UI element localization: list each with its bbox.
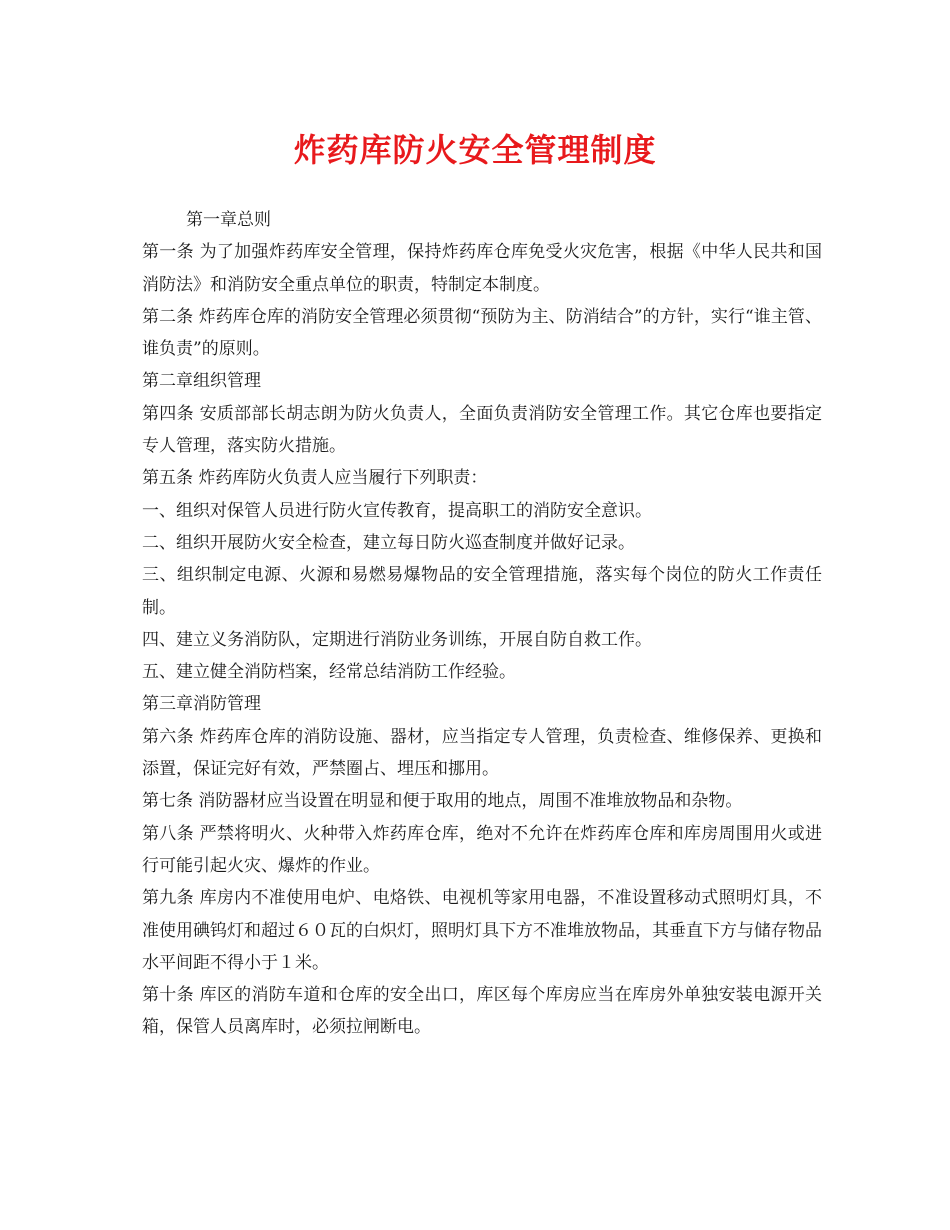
article-paragraph: 第二条 炸药库仓库的消防安全管理必须贯彻“预防为主、防消结合”的方针，实行“谁主管、谁负责”的原则。 <box>142 306 822 360</box>
list-item: 二、组织开展防火安全检查，建立每日防火巡查制度并做好记录。 <box>142 532 635 553</box>
chapter-heading: 第二章组织管理 <box>142 371 261 392</box>
article-paragraph: 第七条 消防器材应当设置在明显和便于取用的地点，周围不准堆放物品和杂物。 <box>142 791 743 812</box>
chapter-heading: 第三章消防管理 <box>142 694 261 715</box>
list-item: 一、组织对保管人员进行防火宣传教育，提高职工的消防安全意识。 <box>142 500 652 521</box>
chapter-heading: 第一章总则 <box>186 210 271 230</box>
article-paragraph: 第六条 炸药库仓库的消防设施、器材，应当指定专人管理，负责检查、维修保养、更换和添置，保证完好有效，严禁圈占、埋压和挪用。 <box>142 726 822 780</box>
document-title: 炸药库防火安全管理制度 <box>293 131 657 169</box>
list-item: 四、建立义务消防队，定期进行消防业务训练，开展自防自救工作。 <box>142 629 652 650</box>
article-paragraph: 第五条 炸药库防火负责人应当履行下列职责： <box>142 468 488 489</box>
article-paragraph: 第九条 库房内不准使用电炉、电烙铁、电视机等家用电器，不准设置移动式照明灯具，不准使用碘钨灯和超过６０瓦的白炽灯，照明灯具下方不准堆放物品，其垂直下方与储存物品水平间距不得小于１米。 <box>142 888 822 973</box>
list-item: 三、组织制定电源、火源和易燃易爆物品的安全管理措施，落实每个岗位的防火工作责任制。 <box>142 565 822 618</box>
article-paragraph: 第十条 库区的消防车道和仓库的安全出口，库区每个库房应当在库房外单独安装电源开关箱，保管人员离库时，必须拉闸断电。 <box>142 985 822 1038</box>
article-paragraph: 第一条 为了加强炸药库安全管理，保持炸药库仓库免受火灾危害，根据《中华人民共和国消防法》和消防安全重点单位的职责，特制定本制度。 <box>142 242 822 295</box>
document-body <box>142 204 822 1044</box>
list-item: 五、建立健全消防档案，经常总结消防工作经验。 <box>142 662 516 683</box>
article-paragraph: 第八条 严禁将明火、火种带入炸药库仓库，绝对不允许在炸药库仓库和库房周围用火或进行可能引起火灾、爆炸的作业。 <box>142 823 822 876</box>
article-paragraph: 第四条 安质部部长胡志朗为防火负责人，全面负责消防安全管理工作。其它仓库也要指定专人管理，落实防火措施。 <box>142 403 822 457</box>
